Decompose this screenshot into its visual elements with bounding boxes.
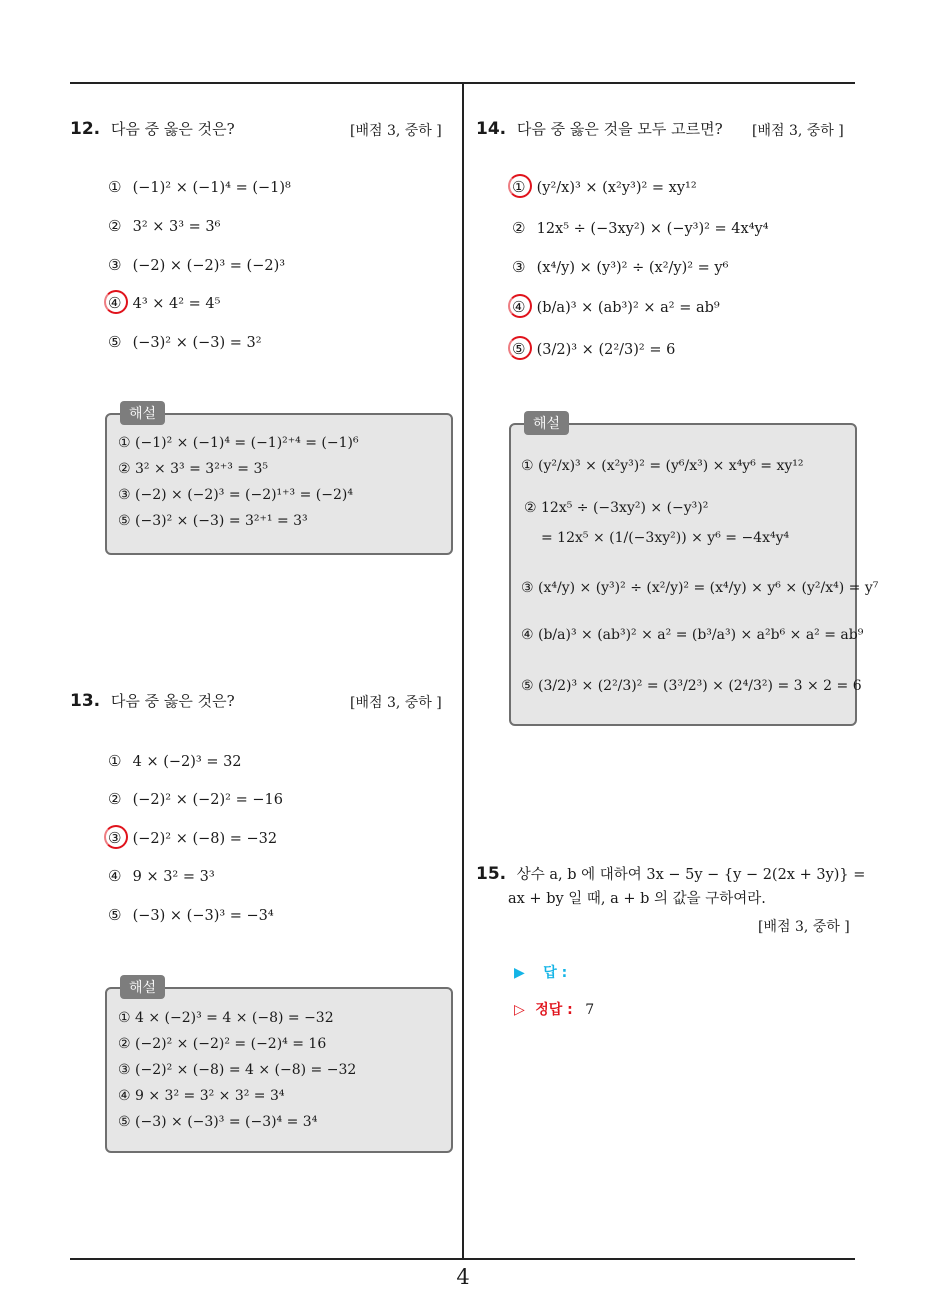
question-12-number: 12. bbox=[70, 119, 101, 139]
q13-solution-line: ④ 9 × 3² = 3² × 3² = 3⁴ bbox=[118, 1088, 285, 1104]
question-14-text: 다음 중 옳은 것을 모두 고르면? bbox=[516, 120, 723, 138]
choice-expr: (−2) × (−2)³ = (−2)³ bbox=[132, 258, 286, 274]
q14-choice-3[interactable] bbox=[512, 258, 728, 276]
choice-expr: 4 × (−2)³ = 32 bbox=[132, 754, 242, 770]
q13-solution-line: ① 4 × (−2)³ = 4 × (−8) = −32 bbox=[118, 1010, 334, 1026]
choice-mark: ① bbox=[108, 178, 122, 196]
answer-label: 답 : bbox=[543, 965, 568, 981]
q14-choice-4[interactable] bbox=[512, 298, 720, 316]
question-13-text: 다음 중 옳은 것은? bbox=[110, 692, 235, 710]
q13-solution-line: ② (−2)² × (−2)² = (−2)⁴ = 16 bbox=[118, 1036, 327, 1052]
q13-choice-3[interactable] bbox=[108, 829, 277, 847]
choice-expr: (−1)² × (−1)⁴ = (−1)⁸ bbox=[132, 180, 291, 196]
choice-expr: 12x⁵ ÷ (−3xy²) × (−y³)² = 4x⁴y⁴ bbox=[536, 221, 769, 237]
question-15-number: 15. bbox=[476, 864, 507, 884]
choice-expr: (−2)² × (−2)² = −16 bbox=[132, 792, 283, 808]
choice-expr: 4³ × 4² = 4⁵ bbox=[132, 296, 221, 312]
choice-mark: ③ bbox=[108, 256, 122, 274]
correct-answer-label: 정답 : bbox=[535, 1002, 573, 1018]
choice-expr: (x⁴/y) × (y³)² ÷ (x²/y)² = y⁶ bbox=[536, 260, 729, 276]
correct-answer-value: 7 bbox=[585, 1002, 595, 1018]
answer-circle-mark bbox=[104, 825, 128, 849]
question-15-points: [배점 3, 중하 ] bbox=[758, 919, 850, 935]
q13-solution-tag: 해설 bbox=[120, 975, 165, 999]
question-12-text: 다음 중 옳은 것은? bbox=[110, 120, 235, 138]
q14-solution-line: ⑤ (3/2)³ × (2²/3)² = (3³/2³) × (2⁴/3²) = 3 × 2 = 6 bbox=[521, 678, 862, 694]
correct-answer-row bbox=[514, 999, 594, 1019]
choice-mark: ③ bbox=[108, 829, 122, 847]
answer-input-row[interactable] bbox=[514, 962, 567, 982]
question-13-points: [배점 3, 중하 ] bbox=[350, 695, 442, 711]
choice-mark: ⑤ bbox=[108, 906, 122, 924]
q14-choice-2[interactable] bbox=[512, 219, 769, 237]
q13-solution-line: ③ (−2)² × (−8) = 4 × (−8) = −32 bbox=[118, 1062, 357, 1078]
choice-mark: ④ bbox=[108, 867, 122, 885]
choice-mark: ① bbox=[108, 752, 122, 770]
answer-triangle-icon: ▶ bbox=[514, 965, 525, 981]
q14-solution-line: ② 12x⁵ ÷ (−3xy²) × (−y³)² bbox=[524, 500, 709, 516]
choice-expr: (−2)² × (−8) = −32 bbox=[132, 831, 278, 847]
choice-expr: (−3)² × (−3) = 3² bbox=[132, 335, 262, 351]
choice-mark: ⑤ bbox=[108, 333, 122, 351]
q14-solution-line: = 12x⁵ × (1/(−3xy²)) × y⁶ = −4x⁴y⁴ bbox=[541, 530, 790, 546]
question-15-text: 상수 a, b 에 대하여 3x − 5y − {y − 2(2x + 3y)} = bbox=[516, 867, 866, 883]
q14-choice-1[interactable] bbox=[512, 178, 697, 196]
choice-mark: ④ bbox=[108, 294, 122, 312]
q12-choice-2[interactable] bbox=[108, 217, 220, 235]
choice-mark: ① bbox=[512, 178, 526, 196]
choice-expr: (b/a)³ × (ab³)² × a² = ab⁹ bbox=[536, 300, 720, 316]
choice-expr: (3/2)³ × (2²/3)² = 6 bbox=[536, 342, 676, 358]
question-14-heading bbox=[476, 118, 723, 139]
question-12-points: [배점 3, 중하 ] bbox=[350, 123, 442, 139]
q12-solution-tag: 해설 bbox=[120, 401, 165, 425]
question-14-points: [배점 3, 중하 ] bbox=[752, 123, 844, 139]
q12-solution-line: ⑤ (−3)² × (−3) = 3²⁺¹ = 3³ bbox=[118, 513, 308, 529]
q13-choice-2[interactable] bbox=[108, 790, 283, 808]
question-15-line-2: ax + by 일 때, a + b 의 값을 구하여라. bbox=[508, 891, 766, 907]
q12-solution-line: ③ (−2) × (−2)³ = (−2)¹⁺³ = (−2)⁴ bbox=[118, 487, 353, 503]
question-12-heading bbox=[70, 118, 235, 139]
choice-mark: ② bbox=[512, 219, 526, 237]
correct-triangle-icon: ▷ bbox=[514, 1002, 525, 1018]
choice-mark: ④ bbox=[512, 298, 526, 316]
column-divider bbox=[462, 82, 464, 1259]
question-14-number: 14. bbox=[476, 119, 507, 139]
q14-solution-line: ④ (b/a)³ × (ab³)² × a² = (b³/a³) × a²b⁶ × a² = ab⁹ bbox=[521, 627, 864, 643]
q12-solution-line: ① (−1)² × (−1)⁴ = (−1)²⁺⁴ = (−1)⁶ bbox=[118, 435, 359, 451]
q14-solution-line: ① (y²/x)³ × (x²y³)² = (y⁶/x³) × x⁴y⁶ = xy¹² bbox=[521, 458, 804, 474]
choice-mark: ⑤ bbox=[512, 340, 526, 358]
choice-expr: (y²/x)³ × (x²y³)² = xy¹² bbox=[536, 180, 697, 196]
q13-choice-4[interactable] bbox=[108, 867, 215, 885]
choice-mark: ② bbox=[108, 217, 122, 235]
q13-choice-5[interactable] bbox=[108, 906, 274, 924]
choice-mark: ③ bbox=[512, 258, 526, 276]
page-number: 4 bbox=[456, 1265, 470, 1289]
q14-solution-tag: 해설 bbox=[524, 411, 569, 435]
question-15-line-1 bbox=[476, 861, 865, 888]
answer-circle-mark bbox=[508, 174, 532, 198]
q14-choice-5[interactable] bbox=[512, 340, 675, 358]
question-13-number: 13. bbox=[70, 691, 101, 711]
q12-choice-5[interactable] bbox=[108, 333, 262, 351]
q12-solution-line: ② 3² × 3³ = 3²⁺³ = 3⁵ bbox=[118, 461, 268, 477]
q12-choice-3[interactable] bbox=[108, 256, 285, 274]
answer-circle-mark bbox=[508, 336, 532, 360]
choice-expr: 9 × 3² = 3³ bbox=[132, 869, 215, 885]
q14-solution-line: ③ (x⁴/y) × (y³)² ÷ (x²/y)² = (x⁴/y) × y⁶ × (y²/x⁴) = y⁷ bbox=[521, 580, 879, 596]
bottom-rule bbox=[70, 1258, 855, 1260]
q13-choice-1[interactable] bbox=[108, 752, 242, 770]
choice-expr: (−3) × (−3)³ = −3⁴ bbox=[132, 908, 274, 924]
choice-mark: ② bbox=[108, 790, 122, 808]
q12-choice-1[interactable] bbox=[108, 178, 291, 196]
choice-expr: 3² × 3³ = 3⁶ bbox=[132, 219, 221, 235]
answer-circle-mark bbox=[104, 290, 128, 314]
answer-circle-mark bbox=[508, 294, 532, 318]
q13-solution-line: ⑤ (−3) × (−3)³ = (−3)⁴ = 3⁴ bbox=[118, 1114, 318, 1130]
question-13-heading bbox=[70, 690, 235, 711]
